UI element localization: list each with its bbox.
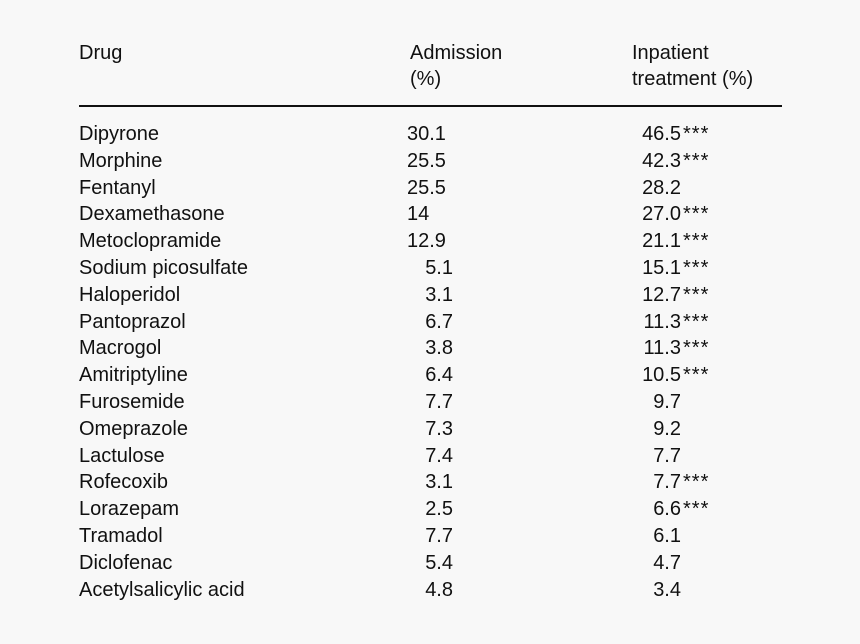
admission-value: 30.1 — [407, 123, 446, 145]
admission-value: 6.7 — [425, 310, 453, 333]
drug-name: Diclofenac — [79, 551, 173, 574]
drug-name: Amitriptyline — [79, 364, 188, 387]
drug-name: Sodium picosulfate — [79, 256, 248, 279]
table-row — [79, 282, 782, 309]
inpatient-value: 3.4 — [653, 578, 681, 601]
admission-value: 7.7 — [425, 390, 453, 413]
inpatient-value: 46.5 — [642, 123, 681, 145]
admission-value: 3.1 — [425, 283, 453, 306]
table-row — [79, 148, 782, 175]
table-row — [79, 416, 782, 443]
table-row — [79, 523, 782, 550]
table-row — [79, 443, 782, 470]
significance-marker: *** — [683, 283, 710, 306]
inpatient-value: 6.1 — [653, 524, 681, 547]
drug-name: Dipyrone — [79, 123, 160, 145]
admission-value: 3.8 — [425, 337, 453, 360]
header-inpatient — [632, 40, 753, 92]
drug-name: Lactulose — [79, 444, 165, 467]
significance-marker: *** — [683, 310, 710, 333]
header-inpatient-line2: treatment (%) — [632, 68, 754, 90]
admission-value: 7.4 — [425, 444, 453, 467]
inpatient-value: 7.7 — [653, 444, 681, 467]
drug-name: Tramadol — [79, 524, 163, 547]
drug-name: Rofecoxib — [79, 471, 168, 494]
drug-name: Furosemide — [79, 390, 185, 413]
table-row — [79, 175, 782, 202]
significance-marker: *** — [683, 149, 710, 172]
admission-value: 6.4 — [425, 364, 453, 387]
inpatient-value: 4.7 — [653, 551, 681, 574]
table-row — [79, 121, 782, 148]
inpatient-value: 10.5 — [642, 364, 681, 387]
table-row — [79, 577, 782, 604]
significance-marker: *** — [683, 203, 710, 226]
inpatient-value: 21.1 — [642, 230, 681, 253]
significance-marker: *** — [683, 230, 710, 253]
table-row — [79, 255, 782, 282]
significance-marker: *** — [683, 498, 710, 521]
drug-name: Haloperidol — [79, 283, 181, 306]
drug-name: Dexamethasone — [79, 203, 225, 226]
header-rule — [79, 105, 782, 107]
drug-table — [79, 40, 782, 601]
table-row — [79, 335, 782, 362]
significance-marker: *** — [683, 471, 710, 494]
admission-value: 4.8 — [425, 578, 453, 601]
inpatient-value: 27.0 — [642, 203, 681, 226]
inpatient-value: 9.7 — [653, 390, 681, 413]
drug-name: Fentanyl — [79, 176, 156, 199]
admission-value: 14 — [407, 203, 430, 226]
inpatient-value: 7.7 — [653, 471, 681, 494]
inpatient-value: 11.3 — [643, 337, 681, 360]
table-row — [79, 469, 782, 496]
admission-value: 7.3 — [425, 417, 453, 440]
drug-name: Lorazepam — [79, 498, 180, 521]
inpatient-value: 42.3 — [642, 149, 681, 172]
admission-value: 2.5 — [425, 498, 453, 521]
table-row — [79, 228, 782, 255]
inpatient-value: 28.2 — [642, 176, 681, 199]
table-body — [79, 121, 782, 603]
header-admission-line2: (%) — [410, 68, 442, 90]
admission-value: 3.1 — [425, 471, 453, 494]
table-row — [79, 550, 782, 577]
inpatient-value: 9.2 — [653, 417, 681, 440]
table-row — [79, 309, 782, 336]
admission-value: 5.1 — [425, 256, 453, 279]
header-inpatient-line1: Inpatient — [632, 42, 709, 64]
drug-name: Morphine — [79, 149, 163, 172]
admission-value: 7.7 — [425, 524, 453, 547]
inpatient-value: 11.3 — [643, 310, 681, 333]
drug-name: Metoclopramide — [79, 230, 222, 253]
table-row — [79, 389, 782, 416]
inpatient-value: 12.7 — [642, 283, 681, 306]
table-row — [79, 496, 782, 523]
significance-marker: *** — [683, 256, 710, 279]
drug-name: Macrogol — [79, 337, 162, 360]
header-admission-line1: Admission — [410, 42, 503, 64]
admission-value: 25.5 — [407, 176, 446, 199]
inpatient-value: 15.1 — [642, 256, 681, 279]
inpatient-value: 6.6 — [653, 498, 681, 521]
table-header — [79, 40, 782, 106]
header-admission — [410, 40, 502, 92]
significance-marker: *** — [683, 337, 710, 360]
significance-marker: *** — [683, 123, 710, 145]
drug-name: Acetylsalicylic acid — [79, 578, 245, 601]
admission-value: 12.9 — [407, 230, 446, 253]
admission-value: 5.4 — [425, 551, 453, 574]
drug-name: Omeprazole — [79, 417, 188, 440]
header-drug-label: Drug — [79, 42, 123, 64]
table-row — [79, 201, 782, 228]
table-row — [79, 362, 782, 389]
admission-value: 25.5 — [407, 149, 446, 172]
header-drug — [79, 40, 122, 66]
drug-name: Pantoprazol — [79, 310, 186, 333]
significance-marker: *** — [683, 364, 710, 387]
